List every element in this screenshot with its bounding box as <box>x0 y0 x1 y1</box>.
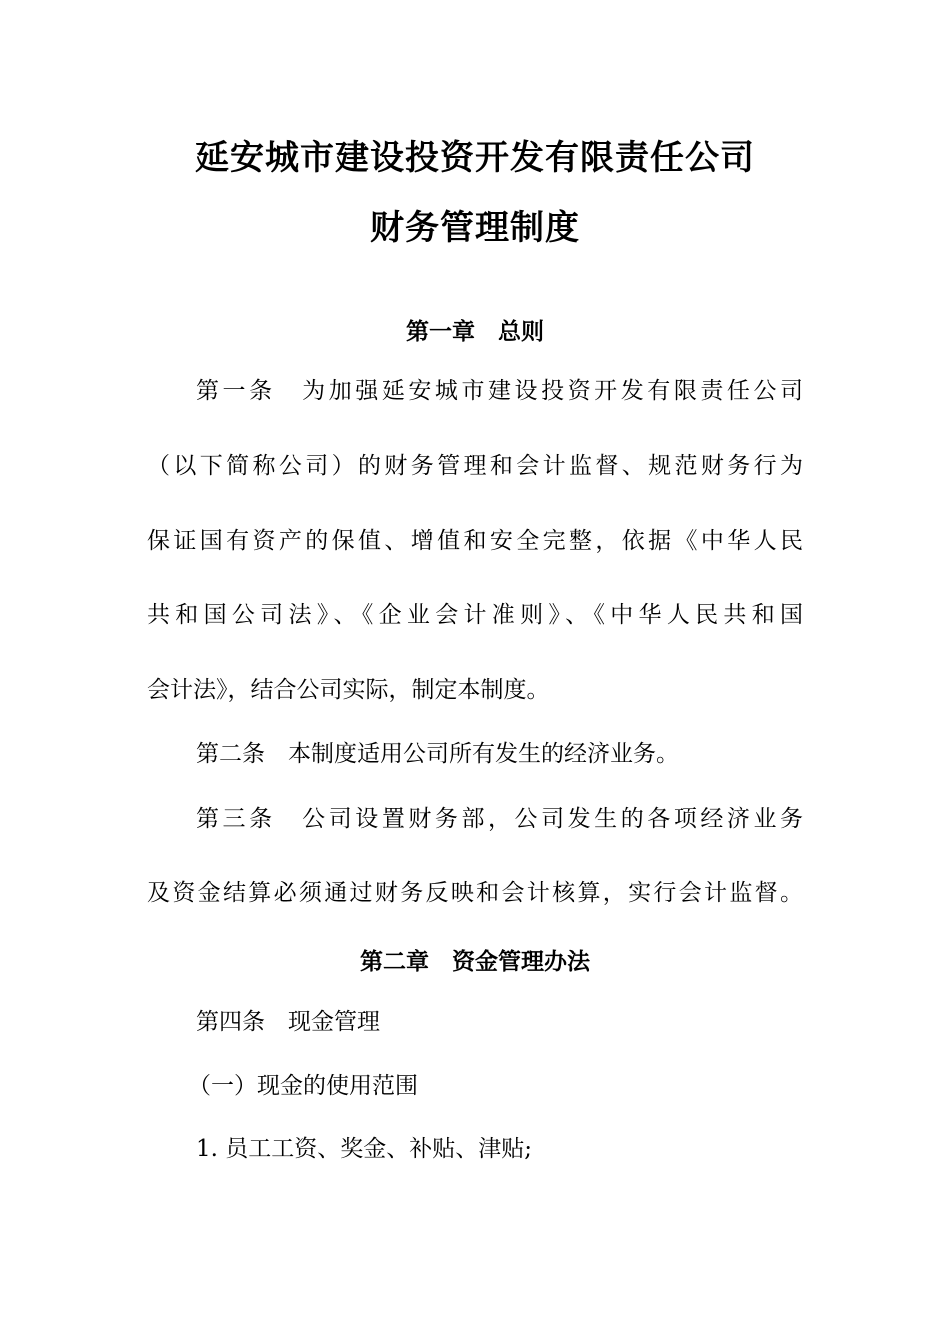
section-heading: （一）现金的使用范围 <box>188 1073 418 1099</box>
document-title: 延安城市建设投资开发有限责任公司 <box>195 138 755 178</box>
paragraph-line: 及资金结算必须通过财务反映和会计核算，实行会计监督。 <box>147 880 803 906</box>
chapter-heading: 第一章 总则 <box>406 318 544 345</box>
list-item: 1. 员工工资、奖金、补贴、津贴; <box>196 1136 533 1162</box>
chapter-heading: 第二章 资金管理办法 <box>360 948 590 975</box>
paragraph-line: 会计法》，结合公司实际，制定本制度。 <box>147 677 550 703</box>
paragraph-line: 第三条 公司设置财务部，公司发生的各项经济业务 <box>196 806 803 832</box>
paragraph-line: （以下简称公司）的财务管理和会计监督、规范财务行为 <box>147 453 803 479</box>
paragraph-line: 第一条 为加强延安城市建设投资开发有限责任公司 <box>196 378 803 404</box>
paragraph-line: 共和国公司法》、《企业会计准则》、《中华人民共和国 <box>147 602 803 628</box>
document-subtitle: 财务管理制度 <box>370 208 580 248</box>
article-heading: 第四条 现金管理 <box>196 1009 380 1035</box>
paragraph-line: 第二条 本制度适用公司所有发生的经济业务。 <box>196 741 679 767</box>
paragraph-line: 保证国有资产的保值、增值和安全完整，依据《中华人民 <box>147 528 803 554</box>
